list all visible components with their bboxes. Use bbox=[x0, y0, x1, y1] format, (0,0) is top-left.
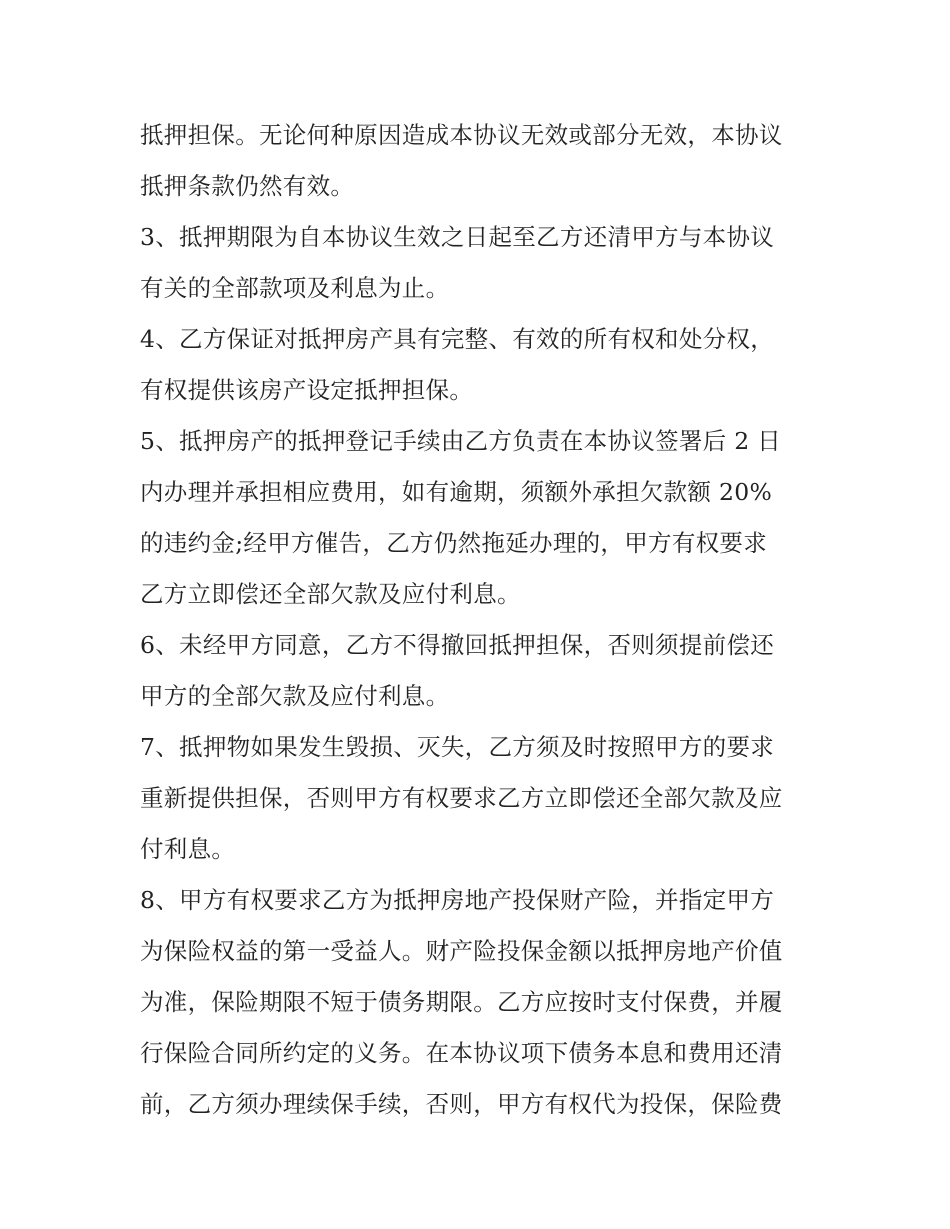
clause-8-line-2: 为保险权益的第一受益人。财产险投保金额以抵押房地产价值 bbox=[140, 937, 783, 965]
clause-4-line-1: 4、乙方保证对抵押房产具有完整、有效的所有权和处分权， bbox=[140, 325, 775, 353]
clause-4-line-2: 有权提供该房产设定抵押担保。 bbox=[140, 376, 474, 404]
text-line-1: 抵押担保。无论何种原因造成本协议无效或部分无效，本协议 bbox=[140, 121, 783, 149]
clause-6-line-2: 甲方的全部欠款及应付利息。 bbox=[140, 682, 450, 710]
clause-5-line-2: 内办理并承担相应费用，如有逾期，须额外承担欠款额 20% bbox=[140, 478, 773, 506]
clause-8-line-5: 前，乙方须办理续保手续，否则，甲方有权代为投保，保险费 bbox=[140, 1090, 783, 1118]
clause-3-line-2: 有关的全部款项及利息为止。 bbox=[140, 274, 450, 302]
text-line-2: 抵押条款仍然有效。 bbox=[140, 172, 355, 200]
document-body bbox=[140, 110, 820, 1130]
clause-8-line-4: 行保险合同所约定的义务。在本协议项下债务本息和费用还清 bbox=[140, 1039, 783, 1067]
clause-7-line-3: 付利息。 bbox=[140, 835, 236, 863]
clause-6-line-1: 6、未经甲方同意，乙方不得撤回抵押担保，否则须提前偿还 bbox=[140, 631, 775, 659]
clause-7-line-1: 7、抵押物如果发生毁损、灭失，乙方须及时按照甲方的要求 bbox=[140, 733, 775, 761]
clause-8-line-1: 8、甲方有权要求乙方为抵押房地产投保财产险，并指定甲方 bbox=[140, 886, 775, 914]
clause-5-line-3: 的违约金;经甲方催告，乙方仍然拖延办理的，甲方有权要求 bbox=[140, 529, 768, 557]
clause-5-line-4: 乙方立即偿还全部欠款及应付利息。 bbox=[140, 580, 521, 608]
clause-5-line-1: 5、抵押房产的抵押登记手续由乙方负责在本协议签署后 2 日 bbox=[140, 427, 782, 455]
clause-8-line-3: 为准，保险期限不短于债务期限。乙方应按时支付保费，并履 bbox=[140, 988, 783, 1016]
clause-3-line-1: 3、抵押期限为自本协议生效之日起至乙方还清甲方与本协议 bbox=[140, 223, 775, 251]
clause-7-line-2: 重新提供担保，否则甲方有权要求乙方立即偿还全部欠款及应 bbox=[140, 784, 783, 812]
